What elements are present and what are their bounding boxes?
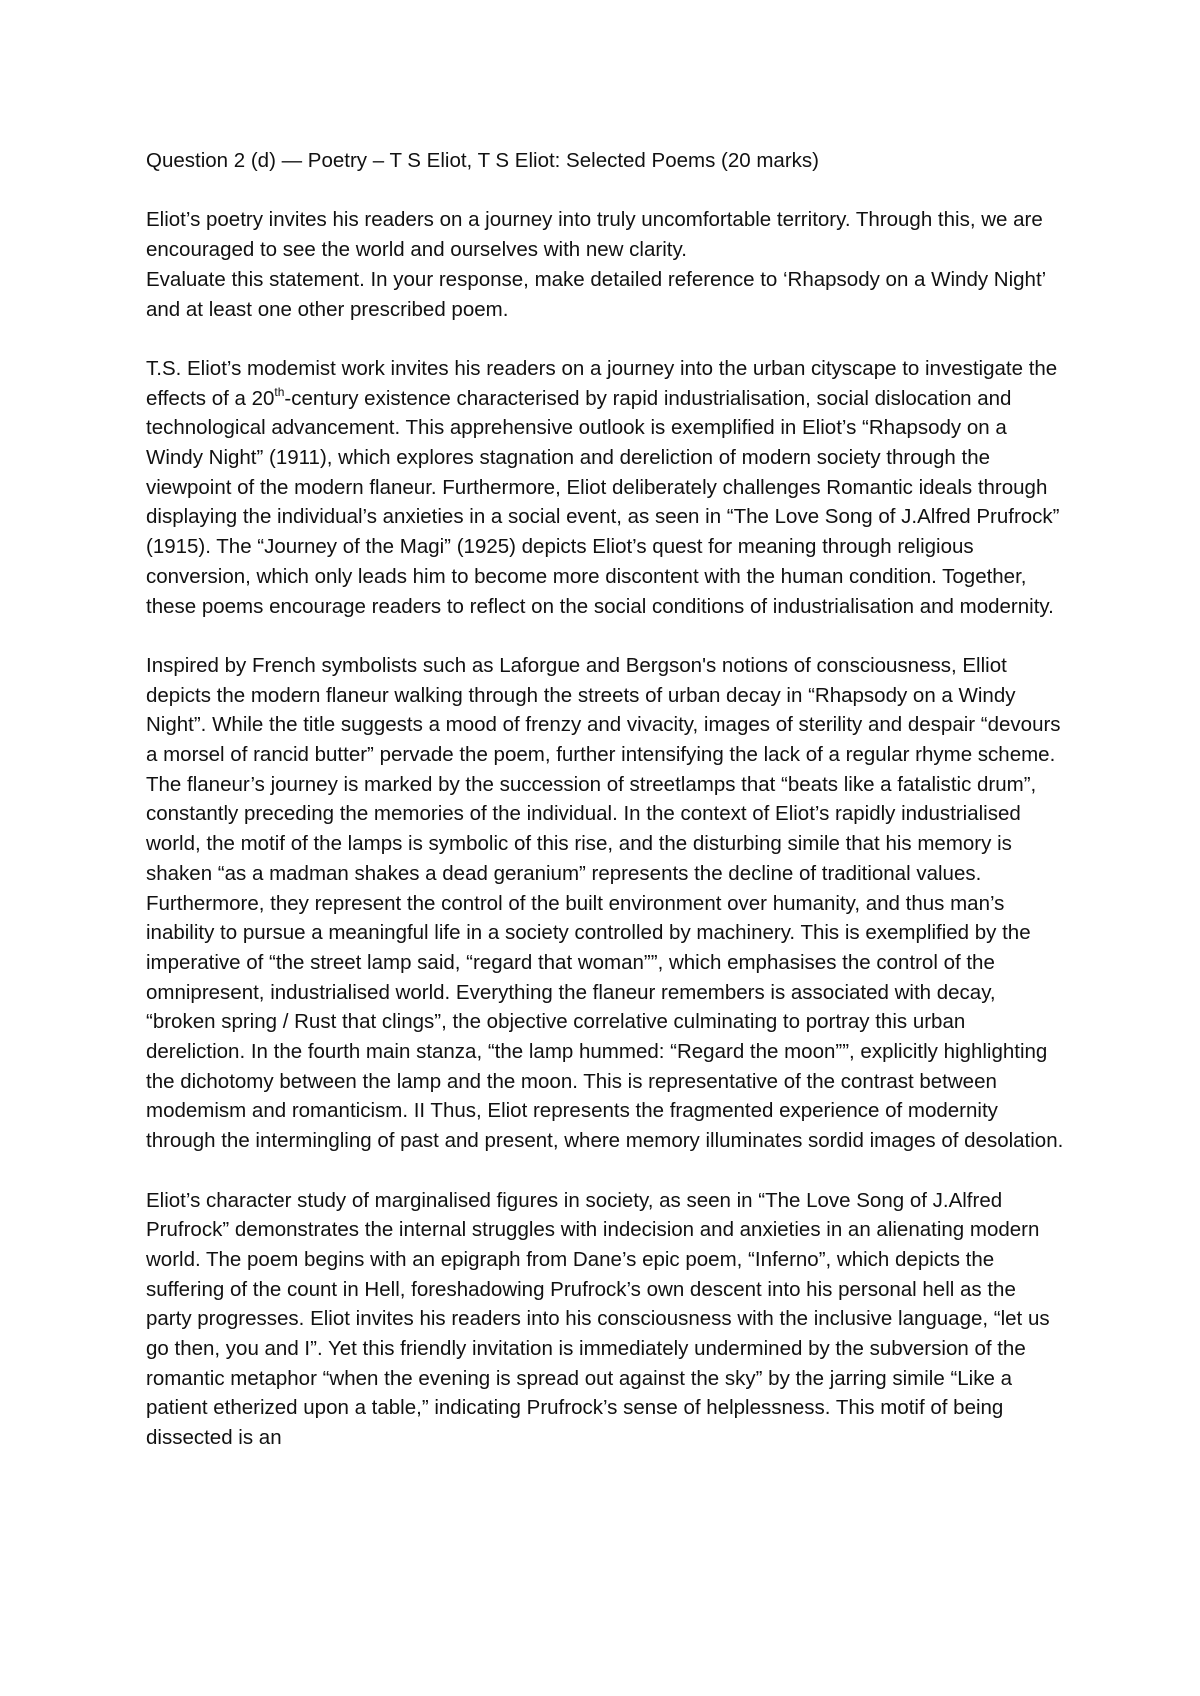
body-paragraph-rhapsody: Inspired by French symbolists such as Laforgue and Bergson's notions of consciousness, Elliot depicts the modern flaneur walking through the streets of urban decay in “Rhapsody on a Windy Night”. While the title suggests a mood of frenzy and vivacity, images of sterility and despair “devours a morsel of rancid butter” pervade the poem, further intensifying the lack of a regular rhyme scheme. The flaneur’s journey is marked by the succession of streetlamps that “beats like a fatalistic drum”, constantly preceding the memories of the individual. In the context of Eliot’s rapidly industrialised world, the motif of the lamps is symbolic of this rise, and the disturbing simile that his memory is shaken “as a madman shakes a dead geranium” represents the decline of traditional values. Furthermore, they represent the control of the built environment over humanity, and thus man’s inability to pursue a meaningful life in a society controlled by machinery. This is exemplified by the imperative of “the street lamp said, “regard that woman””, which emphasises the control of the omnipresent, industrialised world. Everything the flaneur remembers is associated with decay, “broken spring / Rust that clings”, the objective correlative culminating to portray this urban dereliction. In the fourth main stanza, “the lamp hummed: “Regard the moon””, explicitly highlighting the dichotomy between the lamp and the moon. This is representative of the contrast between modemism and romanticism. II Thus, Eliot represents the fragmented experience of modernity through the intermingling of past and present, where memory illuminates sordid images of desolation. [146, 653, 1064, 1153]
document-body [146, 146, 1064, 1453]
ordinal-superscript: th [274, 384, 285, 399]
introduction-paragraph [146, 354, 1064, 621]
question-prompt [146, 205, 1064, 324]
body-paragraph-prufrock: Eliot’s character study of marginalised figures in society, as seen in “The Love Song of J.Alfred Prufrock” demonstrates the internal struggles with indecision and anxieties in an alienating modern world. The poem begins with an epigraph from Dane’s epic poem, “Inferno”, which depicts the suffering of the count in Hell, foreshadowing Prufrock’s own descent into his personal hell as the party progresses. Eliot invites his readers into his consciousness with the inclusive language, “let us go then, you and I”. Yet this friendly invitation is immediately undermined by the subversion of the romantic metaphor “when the evening is spread out against the sky” by the jarring simile “Like a patient etherized upon a table,” indicating Prufrock’s sense of helplessness. This motif of being dissected is an [146, 1188, 1050, 1450]
prompt-statement: Eliot’s poetry invites his readers on a journey into truly uncomfortable territory. Through this, we are encouraged to see the world and ourselves with new clarity. [146, 208, 1043, 262]
prompt-instruction: Evaluate this statement. In your response, make detailed reference to ‘Rhapsody on a Windy Night’ and at least one other prescribed poem. [146, 267, 1046, 321]
question-title: Question 2 (d) — Poetry – T S Eliot, T S Eliot: Selected Poems (20 marks) [146, 149, 819, 172]
introduction-text-end: -century existence characterised by rapid industrialisation, social dislocation and technological advancement. This apprehensive outlook is exemplified in Eliot’s “Rhapsody on a Windy Night” (1911), which explores stagnation and dereliction of modern society through the viewpoint of the modern flaneur. Furthermore, Eliot deliberately challenges Romantic ideals through displaying the individual’s anxieties in a social event, as seen in “The Love Song of J.Alfred Prufrock” (1915). The “Journey of the Magi” (1925) depicts Eliot’s quest for meaning through religious conversion, which only leads him to become more discontent with the human condition. Together, these poems encourage readers to reflect on the social conditions of industrialisation and modernity. [146, 386, 1060, 618]
introduction-text-start: T.S. Eliot’s modemist work invites his readers on a journey into the urban cityscape to investigate the effects of a 20 [146, 356, 1058, 410]
